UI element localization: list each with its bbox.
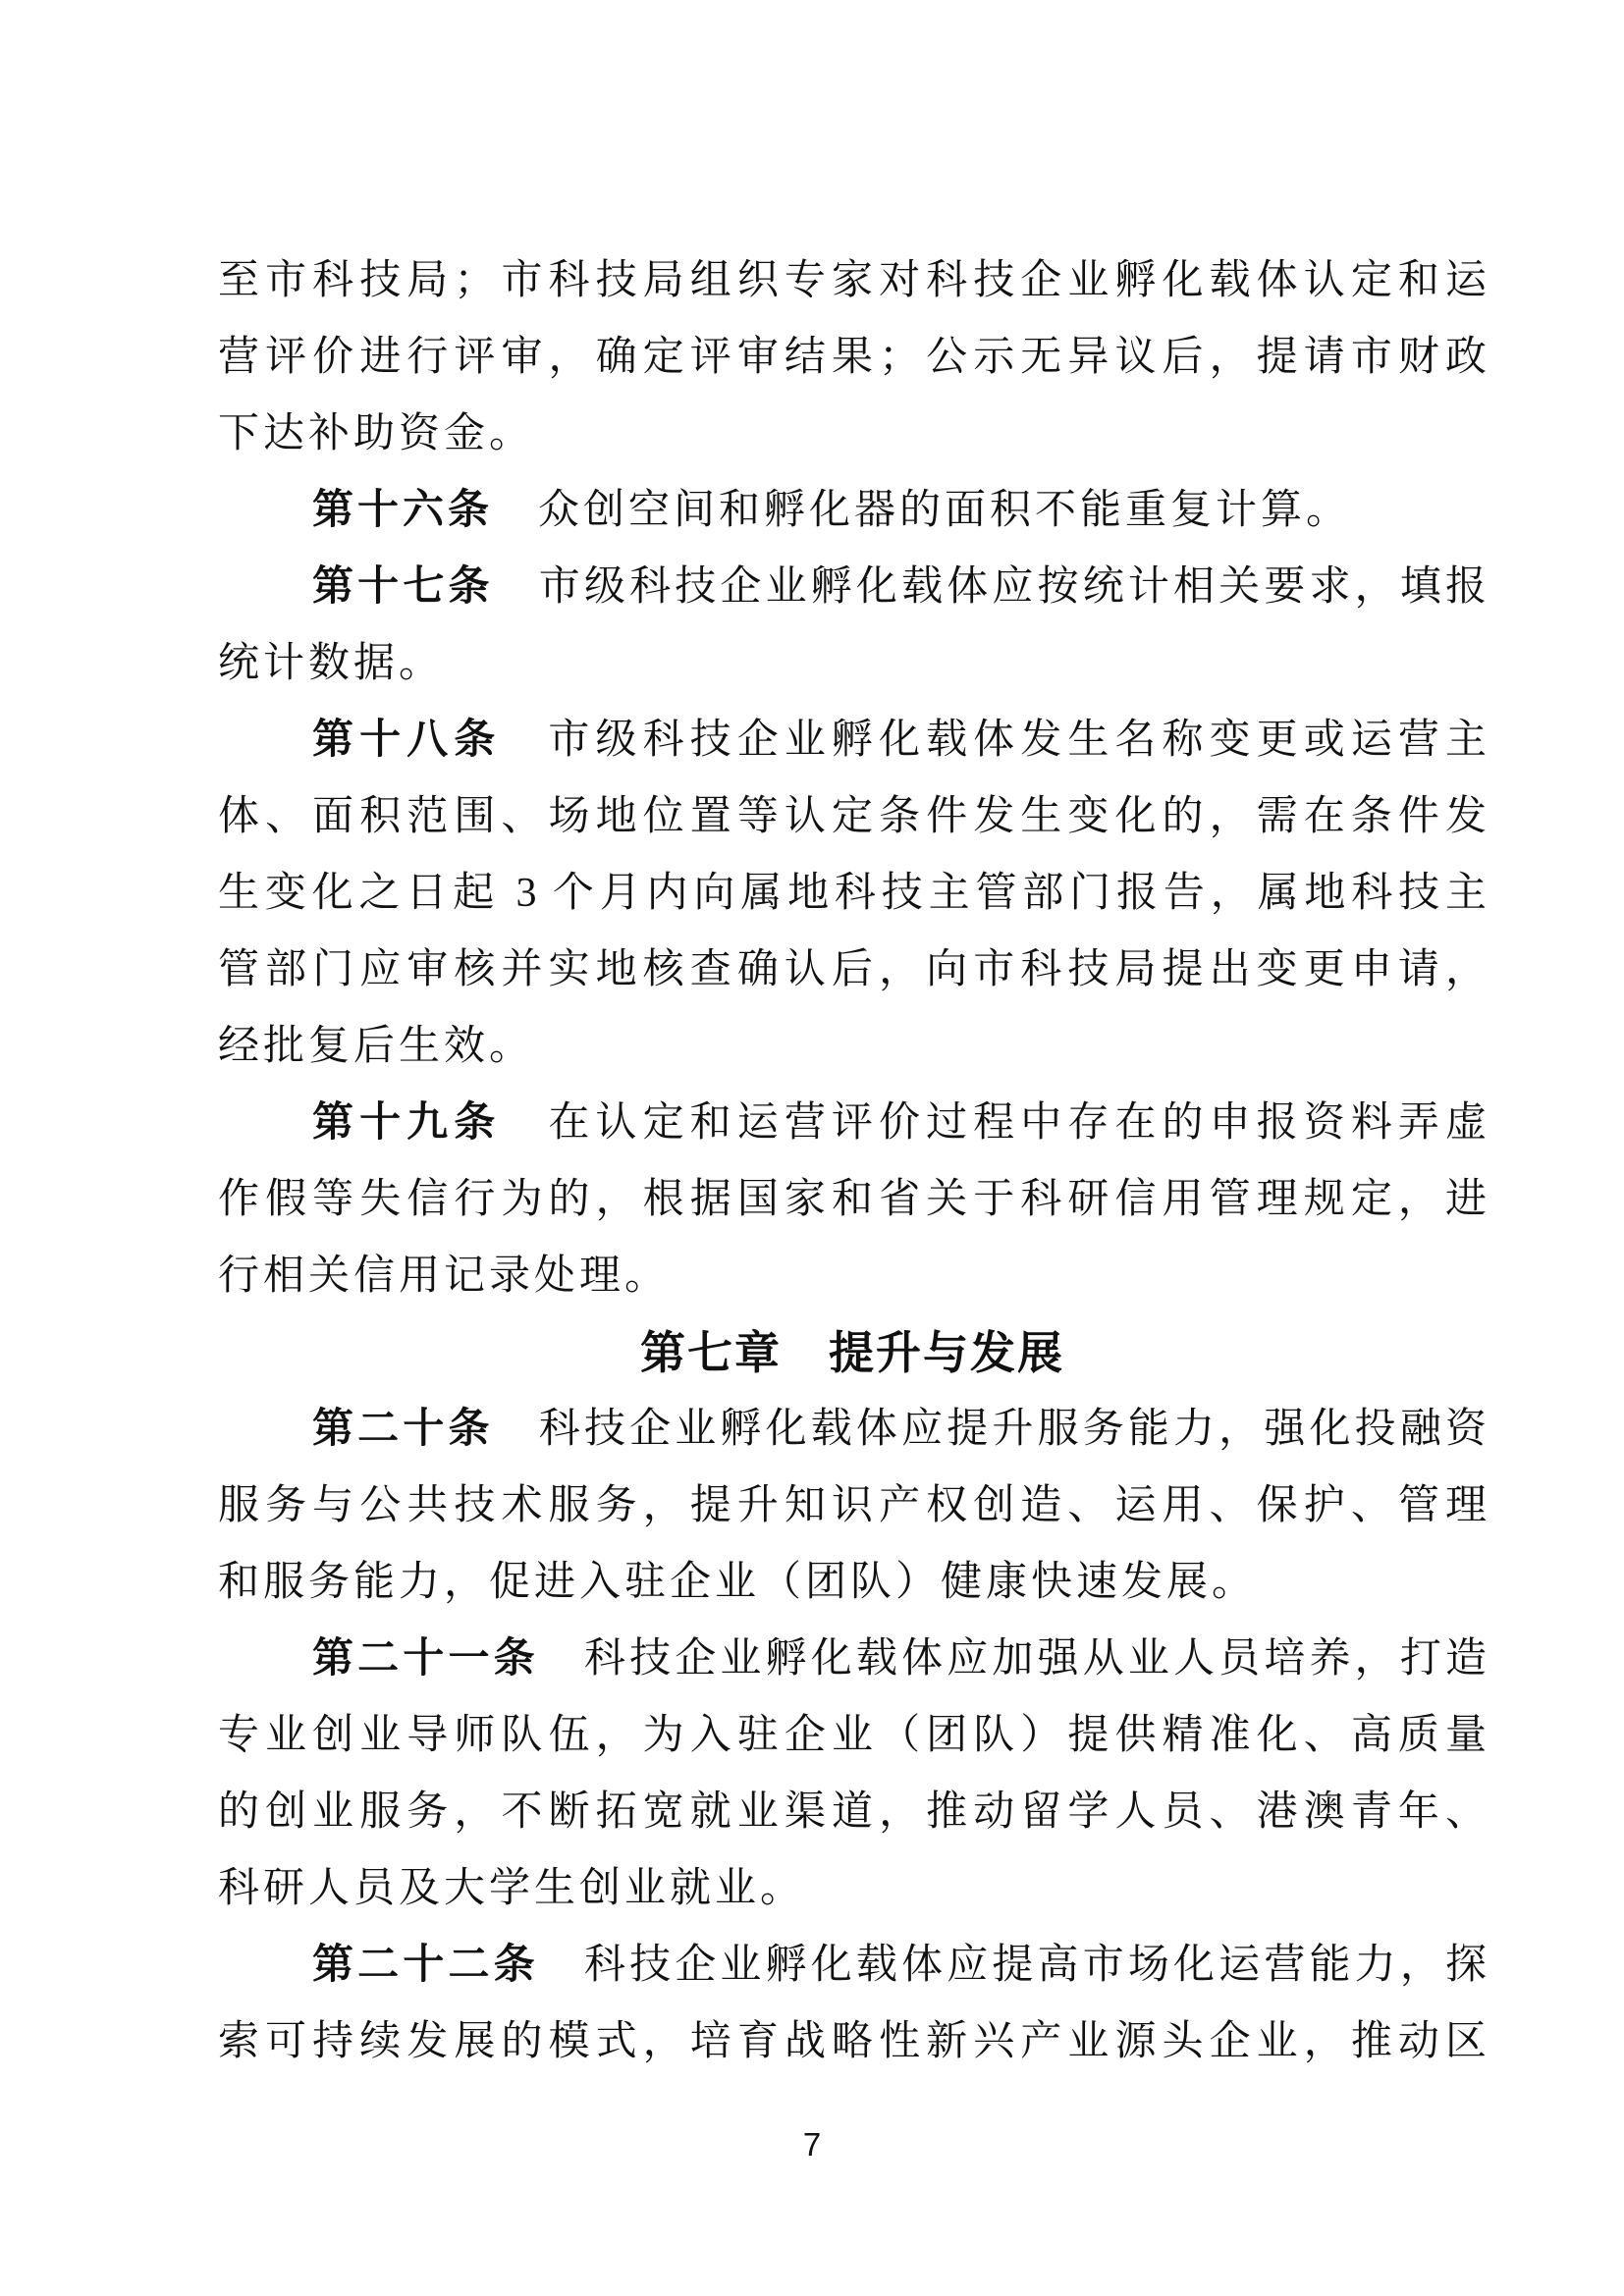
text-line: 管部门应审核并实地核查确认后，向市科技局提出变更申请，: [218, 947, 1487, 992]
text-line: 第十七条 市级科技企业孵化载体应按统计相关要求，填报: [312, 564, 1487, 610]
text-line: 第二十条 科技企业孵化载体应提升服务能力，强化投融资: [312, 1407, 1487, 1452]
text-line: 第二十一条 科技企业孵化载体应加强从业人员培养，打造: [312, 1636, 1487, 1682]
text-line: 行相关信用记录处理。: [218, 1254, 671, 1299]
chapter-heading: 第七章 提升与发展: [640, 1327, 1064, 1378]
text-line: 服务与公共技术服务，提升知识产权创造、运用、保护、管理: [218, 1483, 1487, 1528]
article-number: 第二十一条: [312, 1636, 539, 1682]
text-line: 体、面积范围、场地位置等认定条件发生变化的，需在条件发: [218, 794, 1487, 839]
text-line: 专业创业导师队伍，为入驻企业（团队）提供精准化、高质量: [218, 1713, 1487, 1758]
text-block: [218, 242, 1487, 2080]
text-line: 营评价进行评审，确定评审结果；公示无异议后，提请市财政: [218, 335, 1487, 380]
text-line: 索可持续发展的模式，培育战略性新兴产业源头企业，推动区: [218, 2019, 1487, 2064]
text-line: 统计数据。: [218, 641, 445, 686]
text-line: 经批复后生效。: [218, 1024, 535, 1069]
article-number: 第十八条: [312, 718, 502, 763]
text-line: 第二十二条 科技企业孵化载体应提高市场化运营能力，探: [312, 1943, 1487, 1988]
text-line: 第十九条 在认定和运营评价过程中存在的申报资料弄虚: [312, 1100, 1487, 1146]
text-line: 生变化之日起 3 个月内向属地科技主管部门报告，属地科技主: [218, 871, 1487, 916]
page-number: 7: [802, 2126, 822, 2163]
text-line: 的创业服务，不断拓宽就业渠道，推动留学人员、港澳青年、: [218, 1789, 1487, 1835]
article-number: 第二十条: [312, 1407, 494, 1452]
text-line: 科研人员及大学生创业就业。: [218, 1866, 806, 1911]
text-line: 第十八条 市级科技企业孵化载体发生名称变更或运营主: [312, 718, 1487, 763]
text-line: 第十六条 众创空间和孵化器的面积不能重复计算。: [312, 488, 1352, 533]
text-line: 下达补助资金。: [218, 411, 535, 456]
text-line: 至市科技局；市科技局组织专家对科技企业孵化载体认定和运: [218, 258, 1487, 303]
text-line: 作假等失信行为的，根据国家和省关于科研信用管理规定，进: [218, 1177, 1487, 1222]
article-number: 第十九条: [312, 1100, 502, 1146]
text-line: 和服务能力，促进入驻企业（团队）健康快速发展。: [218, 1560, 1258, 1605]
article-number: 第十七条: [312, 564, 494, 610]
article-number: 第二十二条: [312, 1943, 539, 1988]
article-number: 第十六条: [312, 488, 494, 533]
